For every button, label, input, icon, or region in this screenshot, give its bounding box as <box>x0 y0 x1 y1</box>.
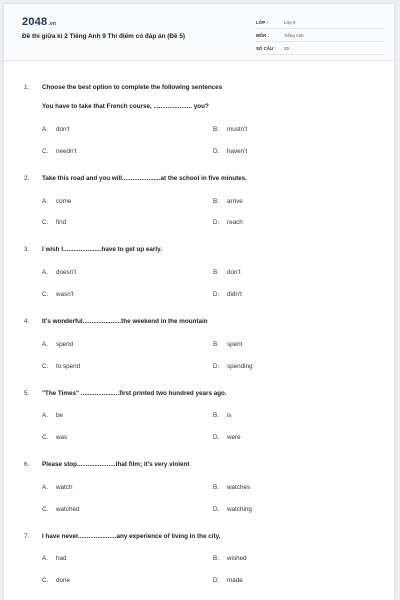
meta-count-key: SỐ CÂU : <box>256 46 276 51</box>
question-3-text: I wish I......................have to get up early. <box>42 246 162 253</box>
question-6-option-c[interactable]: C. watched <box>42 506 80 513</box>
question-5-number: 5. <box>24 390 30 397</box>
question-6-number: 6. <box>24 461 30 468</box>
logo-suffix: .vn <box>48 21 57 27</box>
page-header <box>4 4 394 61</box>
question-7-option-c[interactable]: C. done <box>42 577 71 584</box>
question-1-text: You have to take that French course, ...................... you? <box>42 103 209 110</box>
question-3-option-c[interactable]: C. wasn't <box>42 291 74 298</box>
question-7-option-d[interactable]: D. made <box>213 577 243 584</box>
question-4-number: 4. <box>24 318 30 325</box>
question-4-option-a[interactable]: A. spend <box>42 341 74 348</box>
question-4-text: It's wonderful......................the weekend in the mountain <box>42 318 208 325</box>
question-2-option-d[interactable]: D. reach <box>213 219 243 226</box>
question-3-number: 3. <box>24 246 30 253</box>
meta-subject-key: MÔN : <box>256 33 269 38</box>
meta-count-value: 25 <box>284 46 289 51</box>
meta-subject-row <box>256 31 384 42</box>
meta-count-row <box>256 44 384 55</box>
question-2-text: Take this road and you will......................at the school in five minutes. <box>42 175 247 182</box>
meta-class-row <box>256 18 384 29</box>
document-title: Đề thi giữa kì 2 Tiếng Anh 9 Thí điểm có đáp án (Đề 5) <box>22 33 185 40</box>
question-1-option-d[interactable]: D. haven't <box>213 148 248 155</box>
question-2-number: 2. <box>24 175 30 182</box>
question-6-option-b[interactable]: B. watches <box>213 484 251 491</box>
question-5-option-b[interactable]: B. is <box>213 412 232 419</box>
question-2-option-a[interactable]: A. come <box>42 198 72 205</box>
meta-subject-value: Tiếng Anh <box>284 33 304 38</box>
question-3-option-d[interactable]: D. didn't <box>213 291 242 298</box>
question-1-option-b[interactable]: B. mustn't <box>213 126 248 133</box>
question-3-option-a[interactable]: A. doesn't <box>42 269 77 276</box>
question-5-option-d[interactable]: D. were <box>213 434 241 441</box>
question-1-instruction: Choose the best option to complete the following sentences <box>42 84 223 91</box>
exam-page <box>4 4 394 600</box>
question-7-option-a[interactable]: A. had <box>42 555 67 562</box>
question-5-option-c[interactable]: C. was <box>42 434 68 441</box>
question-6-option-d[interactable]: D. watching <box>213 506 252 513</box>
question-3-option-b[interactable]: B. don't <box>213 269 241 276</box>
question-6-option-a[interactable]: A. watch <box>42 484 73 491</box>
site-logo[interactable] <box>22 16 56 28</box>
question-6-text: Please stop......................that film; it's very violent <box>42 461 190 468</box>
question-7-text: I have never......................any experience of living in the city. <box>42 533 221 540</box>
question-7-option-b[interactable]: B. wished <box>213 555 247 562</box>
question-7-number: 7. <box>24 533 30 540</box>
question-4-option-b[interactable]: B. spent <box>213 341 243 348</box>
question-5-text: "The Times" ......................first printed two hundred years ago. <box>42 390 227 397</box>
meta-class-value: Lớp 9 <box>284 20 296 25</box>
question-1-option-a[interactable]: A. don't <box>42 126 70 133</box>
question-2-option-c[interactable]: C. find <box>42 219 67 226</box>
logo-text: 2048 <box>22 16 48 28</box>
question-5-option-a[interactable]: A. be <box>42 412 64 419</box>
question-4-option-d[interactable]: D. spending <box>213 363 253 370</box>
question-4-option-c[interactable]: C. to spend <box>42 363 81 370</box>
question-2-option-b[interactable]: B. arrive <box>213 198 243 205</box>
question-1-option-c[interactable]: C. needn't <box>42 148 77 155</box>
meta-class-key: LỚP : <box>256 20 268 25</box>
question-1-number: 1. <box>24 84 30 91</box>
